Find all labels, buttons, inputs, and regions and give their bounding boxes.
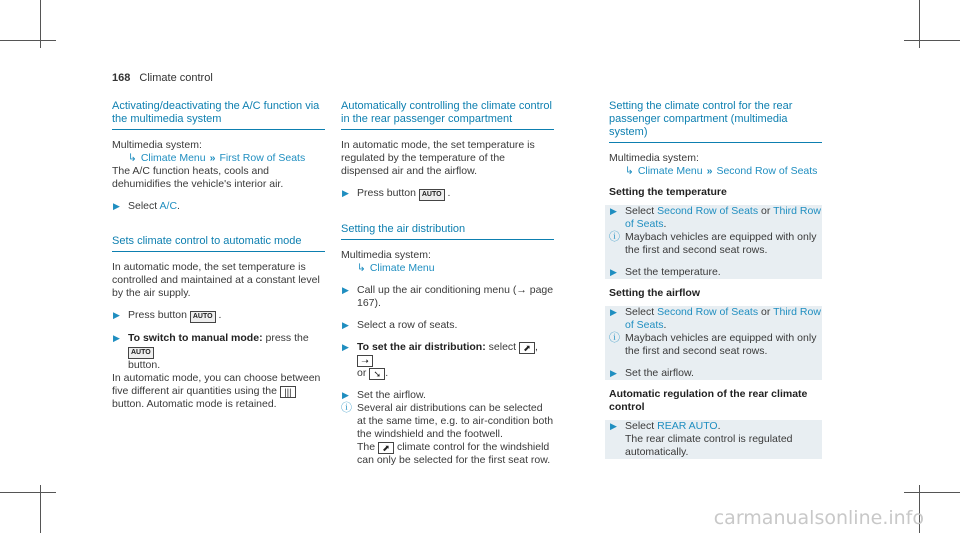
column-right (609, 100, 822, 459)
step-bullet-icon: ▶ (342, 342, 349, 352)
multimedia-label: Multimedia system: (609, 152, 699, 164)
crop-mark (0, 492, 56, 493)
multimedia-label: Multimedia system: (112, 139, 202, 151)
subheading-auto-regulation: Automatic regulation of the rear climate control (609, 388, 808, 413)
menu-path-link[interactable]: Climate Menu (140, 152, 206, 164)
heading-rear-climate: Setting the climate control for the rear passenger compartment (multimedia system) (609, 100, 822, 143)
heading-ac-function: Activating/deactivating the A/C function via the multimedia system (112, 100, 325, 130)
upper-airflow-icon: ➝ (357, 355, 373, 367)
step: ▶ To set the air distribution: select ⬈ , ➝ or ➘ . (342, 341, 538, 379)
menu-item-link[interactable]: Third Row of Seats (625, 205, 821, 230)
heading-air-distribution: Setting the air distribution (341, 223, 554, 240)
menu-item-link[interactable]: Second Row of Seats (657, 306, 759, 318)
subheading-airflow: Setting the airflow (609, 287, 701, 299)
step: ▶ Set the airflow. (610, 367, 694, 379)
section-title: Climate control (139, 72, 213, 84)
step: ▶ Press button AUTO . (113, 309, 222, 321)
column-middle (341, 100, 554, 467)
paragraph: In automatic mode, the set temperature is controlled and maintained at a constant level by the air supply. (112, 261, 320, 299)
paragraph: In automatic mode, you can choose between five different air quantities using the ||| button. Automatic mode is retained. (112, 372, 321, 410)
menu-arrow-icon: ↳ (357, 262, 366, 274)
menu-path (341, 262, 554, 275)
info-note: ⓘ Several air distributions can be selected at the same time, e.g. to air-condition both the windshield and the footwell. The ⬈ climate control for the windshield can only be selected for the first seat row. (341, 402, 554, 466)
air-quantity-button-icon: ||| (280, 386, 296, 398)
menu-arrow-icon: ↳ (625, 165, 634, 177)
crop-mark (904, 492, 960, 493)
step: ▶ Select A/C. (113, 200, 180, 212)
heading-automatic-mode: Sets climate control to automatic mode (112, 235, 325, 252)
info-note: ⓘ Maybach vehicles are equipped with only the first and second seat rows. (609, 231, 817, 256)
menu-path (609, 165, 822, 178)
step-bullet-icon: ▶ (342, 285, 349, 295)
step-bullet-icon: ▶ (342, 390, 349, 400)
step: ▶ Call up the air conditioning menu (→ page 167). (342, 284, 554, 309)
auto-button-icon: AUTO (190, 311, 216, 323)
crop-mark (904, 40, 960, 41)
shaded-block (605, 306, 822, 380)
step: ▶ To switch to manual mode: press the AUTO button. (113, 332, 309, 371)
menu-path-link[interactable]: Climate Menu (637, 165, 703, 177)
auto-button-icon: AUTO (419, 189, 445, 201)
step-bullet-icon: ▶ (610, 206, 617, 216)
step: ▶ Set the airflow. (342, 389, 426, 401)
auto-button-icon: AUTO (128, 347, 154, 359)
step-bullet-icon: ▶ (610, 307, 617, 317)
step: ▶ Select Second Row of Seats or Third Row of Seats. (610, 205, 821, 230)
menu-item-link[interactable]: Second Row of Seats (657, 205, 759, 217)
step: ▶ Select Second Row of Seats or Third Row of Seats. (610, 306, 821, 331)
double-chevron-icon: » (209, 152, 216, 164)
step-bullet-icon: ▶ (113, 310, 120, 320)
step-bullet-icon: ▶ (610, 368, 617, 378)
step-bullet-icon: ▶ (610, 421, 617, 431)
double-chevron-icon: » (706, 165, 713, 177)
menu-item-link[interactable]: A/C (159, 200, 178, 212)
step: ▶ Press button AUTO . (342, 187, 451, 199)
menu-item-link[interactable]: Third Row of Seats (625, 306, 821, 331)
multimedia-label: Multimedia system: (341, 249, 431, 261)
crop-mark (0, 40, 56, 41)
windshield-airflow-icon: ⬈ (519, 342, 535, 354)
shaded-block (605, 205, 822, 279)
heading-rear-auto: Automatically controlling the climate control in the rear passenger compartment (341, 100, 554, 130)
step: ▶ Select REAR AUTO. The rear climate control is regulated automatically. (610, 420, 793, 458)
windshield-airflow-icon: ⬈ (378, 442, 394, 454)
info-note: ⓘ Maybach vehicles are equipped with only the first and second seat rows. (609, 332, 817, 357)
menu-item-link[interactable]: REAR AUTO (657, 420, 718, 432)
menu-path-link[interactable]: Climate Menu (369, 262, 435, 274)
menu-path-link[interactable]: Second Row of Seats (716, 165, 818, 177)
step-bullet-icon: ▶ (113, 201, 120, 211)
footwell-airflow-icon: ➘ (369, 368, 385, 380)
info-icon: ⓘ (341, 402, 352, 414)
shaded-block (605, 420, 822, 459)
menu-path (112, 152, 325, 165)
step: ▶ Set the temperature. (610, 266, 721, 278)
menu-path-link[interactable]: First Row of Seats (219, 152, 306, 164)
page-header (112, 72, 213, 84)
paragraph: The A/C function heats, cools and dehumidifies the vehicle's interior air. (112, 165, 284, 190)
info-icon: ⓘ (609, 231, 620, 243)
page-number: 168 (112, 72, 131, 84)
step-bullet-icon: ▶ (342, 188, 349, 198)
step: ▶ Select a row of seats. (342, 319, 458, 331)
menu-arrow-icon: ↳ (128, 152, 137, 164)
step-bullet-icon: ▶ (610, 267, 617, 277)
watermark: carmanualsonline.info (713, 507, 924, 529)
step-bullet-icon: ▶ (113, 333, 120, 343)
paragraph: In automatic mode, the set temperature is regulated by the temperature of the dispensed air and the airflow. (341, 139, 535, 177)
subheading-temperature: Setting the temperature (609, 186, 727, 198)
step-bullet-icon: ▶ (342, 320, 349, 330)
column-left (112, 100, 325, 411)
info-icon: ⓘ (609, 332, 620, 344)
